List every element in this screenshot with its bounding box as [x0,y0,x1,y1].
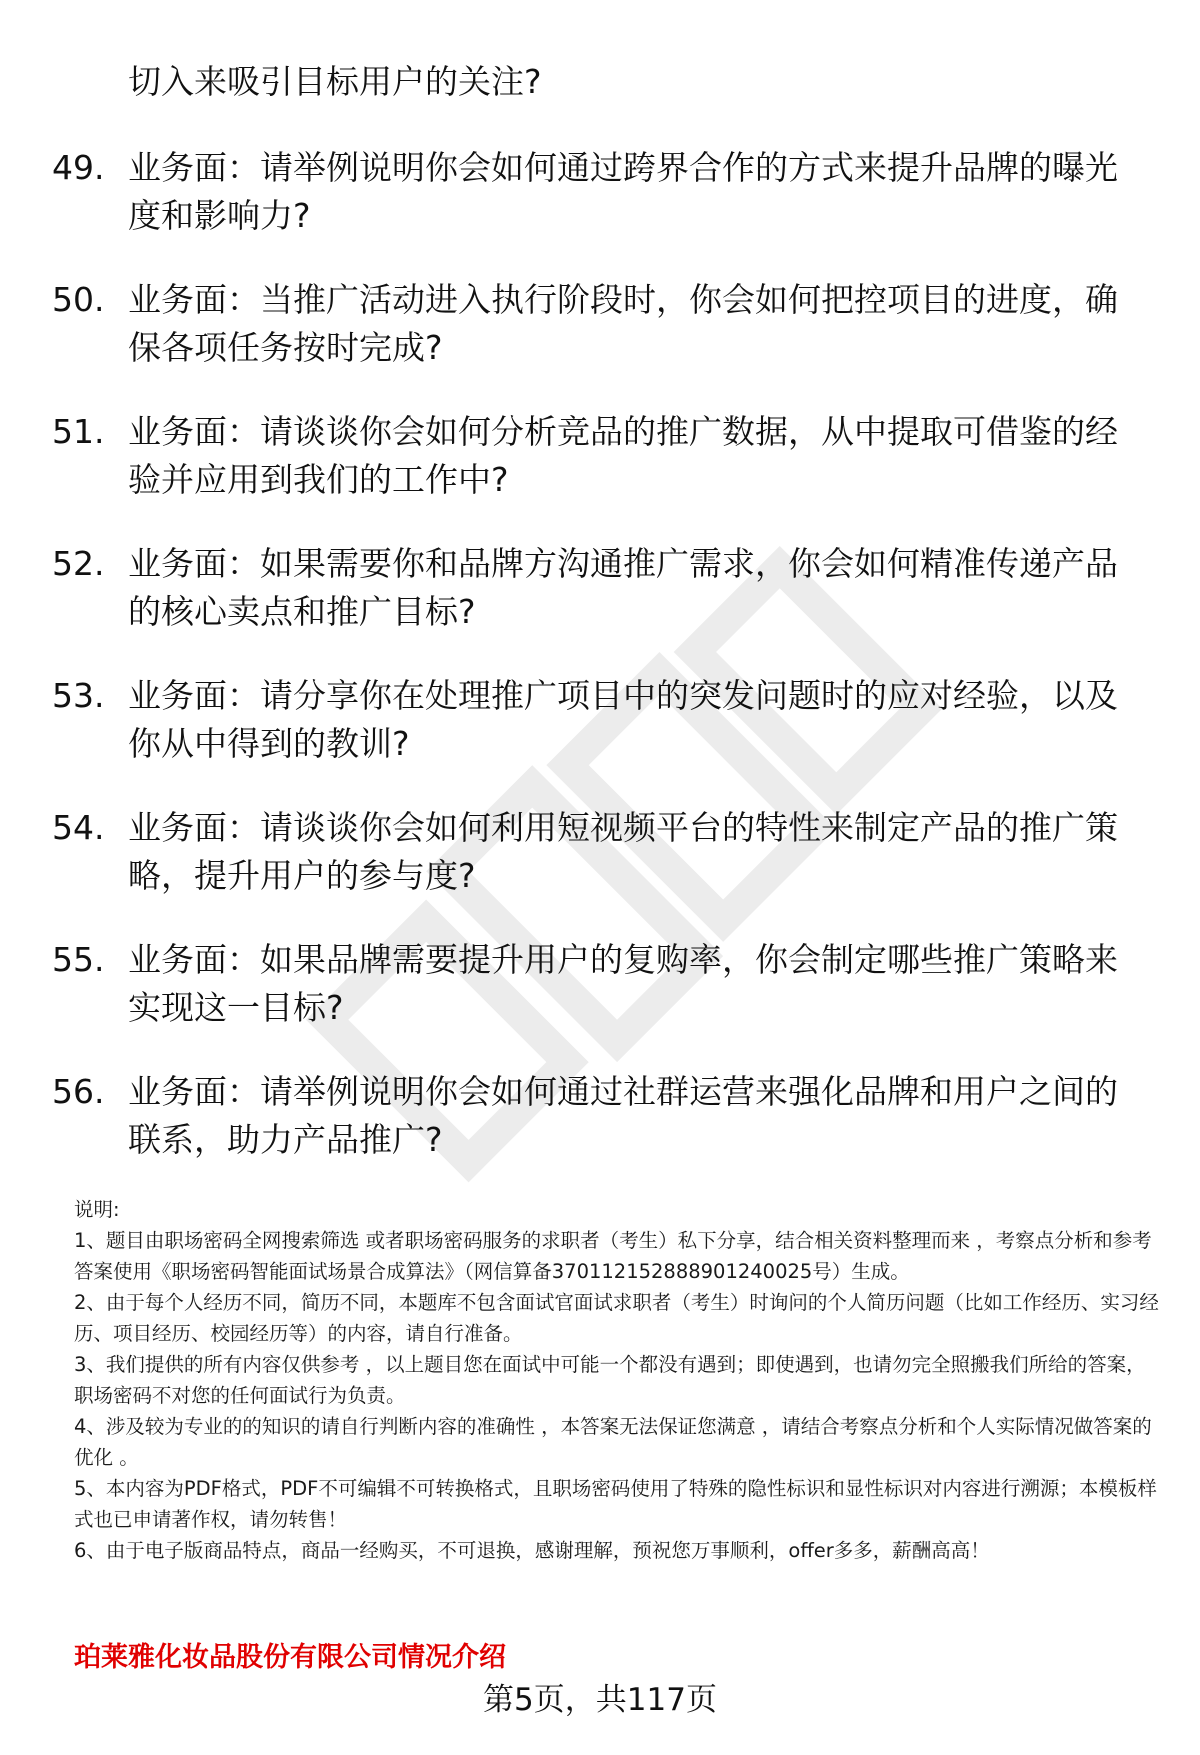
note-item: 2、由于每个人经历不同，简历不同，本题库不包含面试官面试求职者（考生）时询问的个人简历问题（比如工作经历、实习经历、项目经历、校园经历等）的内容，请自行准备。 [74,1291,1159,1345]
question-item [52,936,1150,1068]
question-number: 52. [52,544,105,583]
question-text: 业务面：请举例说明你会如何通过社群运营来强化品牌和用户之间的联系，助力产品推广? [128,1072,1118,1159]
question-number: 56. [52,1072,105,1111]
question-text: 业务面：请谈谈你会如何分析竞品的推广数据，从中提取可借鉴的经验并应用到我们的工作中? [128,412,1118,499]
question-number: 54. [52,808,105,847]
question-item [52,408,1150,540]
note-item: 4、涉及较为专业的的知识的请自行判断内容的准确性 ，本答案无法保证您满意 ，请结合考察点分析和个人实际情况做答案的优化 。 [74,1415,1152,1469]
notes-title: 说明: [74,1198,120,1221]
note-item: 6、由于电子版商品特点，商品一经购买，不可退换，感谢理解，预祝您万事顺利，offer多多，薪酬高高！ [74,1539,990,1562]
question-item [52,276,1150,408]
question-text: 业务面：如果品牌需要提升用户的复购率，你会制定哪些推广策略来实现这一目标? [128,940,1118,1027]
question-48-continued: 切入来吸引目标用户的关注? [128,62,542,101]
note-item: 3、我们提供的所有内容仅供参考 ，以上题目您在面试中可能一个都没有遇到；即使遇到，也请勿完全照搬我们所给的答案，职场密码不对您的任何面试行为负责。 [74,1353,1146,1407]
question-number: 50. [52,280,105,319]
page-indicator: 第5页，共117页 [483,1682,717,1718]
note-item: 1、题目由职场密码全网搜索筛选 或者职场密码服务的求职者（考生）私下分享，结合相关资料整理而来 ，考察点分析和参考答案使用《职场密码智能面试场景合成算法》（网信算备3701121528889012400​25号）生成。 [74,1229,1152,1283]
question-text: 业务面：请举例说明你会如何通过跨界合作的方式来提升品牌的曝光度和影响力? [128,148,1118,235]
question-number: 55. [52,940,105,979]
question-item [52,144,1150,276]
question-list [52,144,1150,1200]
question-text: 业务面：当推广活动进入执行阶段时，你会如何把控项目的进度，确保各项任务按时完成? [128,280,1118,367]
question-item [52,672,1150,804]
question-number: 53. [52,676,105,715]
question-text: 业务面：请谈谈你会如何利用短视频平台的特性来制定产品的推广策略，提升用户的参与度? [128,808,1118,895]
question-number: 51. [52,412,105,451]
question-item [52,1068,1150,1200]
note-item: 5、本内容为PDF格式，PDF不可编辑不可转换格式，且职场密码使用了特殊的隐性标识和显性标识对内容进行溯源；本模板样式也已申请著作权，请勿转售！ [74,1477,1157,1531]
question-text: 业务面：如果需要你和品牌方沟通推广需求，你会如何精准传递产品的核心卖点和推广目标? [128,544,1118,631]
question-item [52,540,1150,672]
company-title: 珀莱雅化妆品股份有限公司情况介绍 [74,1642,506,1673]
question-text: 业务面：请分享你在处理推广项目中的突发问题时的应对经验，以及你从中得到的教训? [128,676,1118,763]
notes-section [74,1194,1160,1566]
question-number: 49. [52,148,105,187]
question-item [52,804,1150,936]
